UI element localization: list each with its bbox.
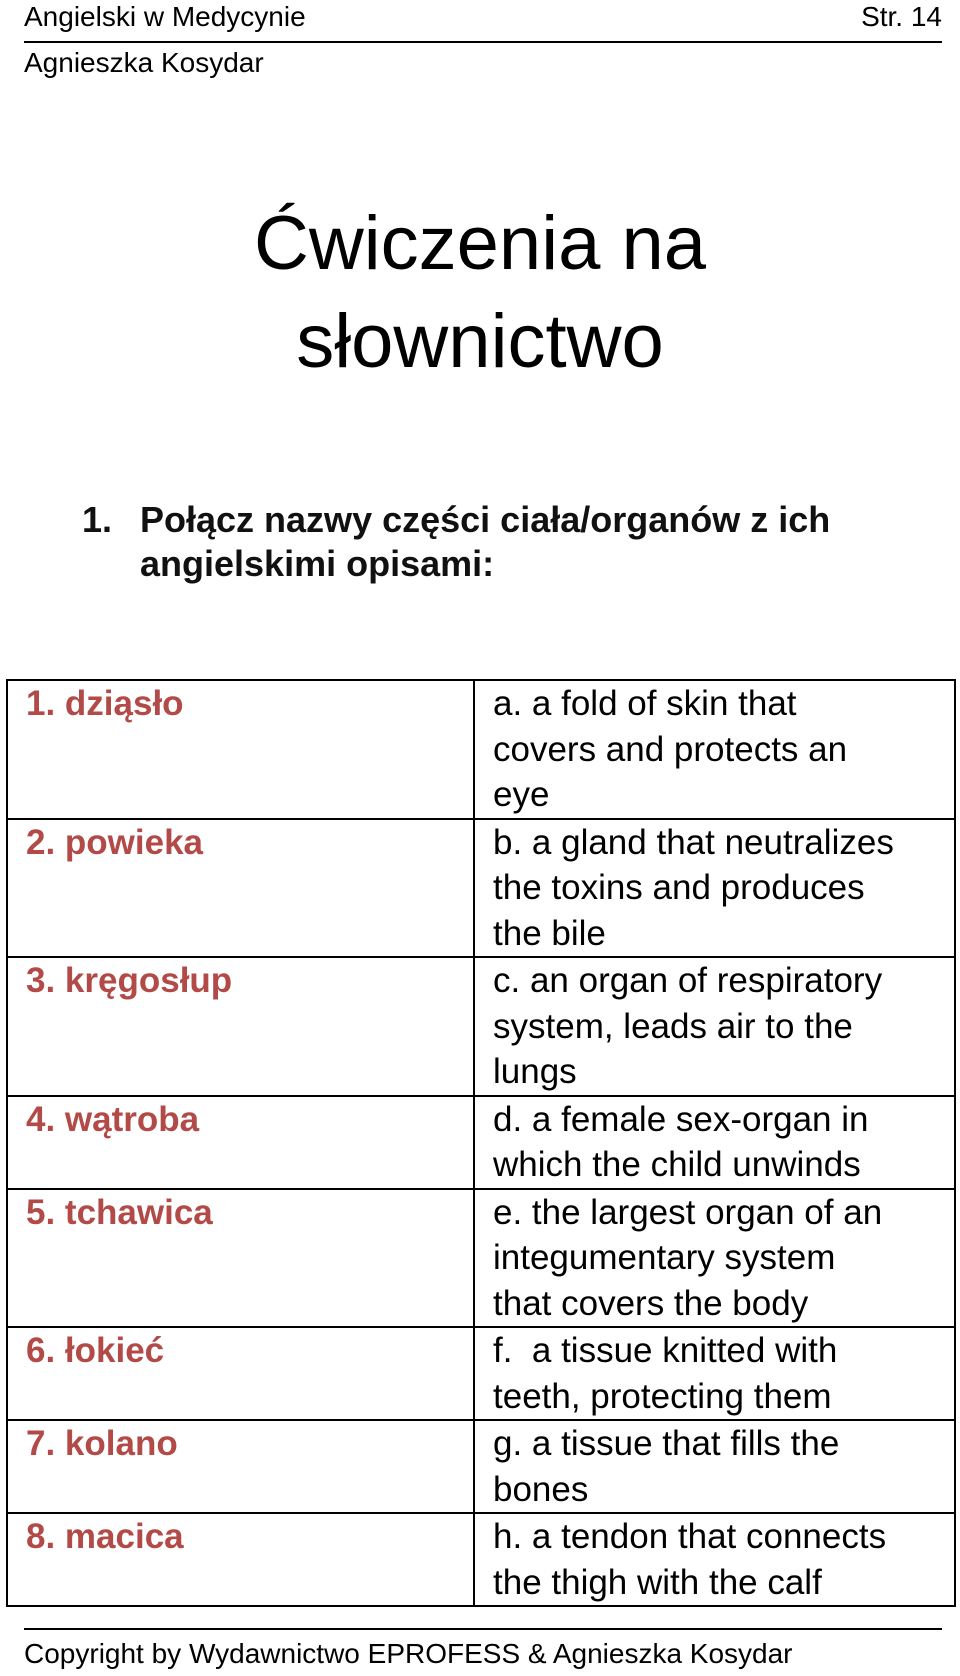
description-cell — [474, 957, 955, 1096]
matching-table — [6, 679, 956, 1607]
term-cell: 3. kręgosłup — [7, 957, 474, 1096]
table-row — [7, 1420, 955, 1513]
description-line: the bile — [493, 913, 606, 953]
description-line: covers and protects an — [493, 729, 848, 769]
table-row — [7, 819, 955, 958]
description-line: f. a tissue knitted with — [493, 1331, 838, 1370]
table-row — [7, 1513, 955, 1606]
description-line: bones — [493, 1469, 589, 1509]
description-line: which the child unwinds — [493, 1145, 861, 1184]
task-instruction — [82, 498, 942, 586]
task-text-line-2: angielskimi opisami: — [140, 543, 495, 584]
table-row — [7, 1189, 955, 1328]
description-line: eye — [493, 775, 550, 814]
term-cell: 6. łokieć — [7, 1327, 474, 1420]
page-title-line-2: słownictwo — [296, 299, 664, 384]
task-text-line-1: Połącz nazwy części ciała/organów z ich — [140, 499, 831, 540]
term-cell: 4. wątroba — [7, 1096, 474, 1189]
description-line: g. a tissue that fills the — [493, 1424, 840, 1463]
page-number: Str. 14 — [861, 1, 942, 32]
term-cell: 5. tchawica — [7, 1189, 474, 1328]
term-cell: 2. powieka — [7, 819, 474, 958]
description-line: lungs — [493, 1052, 577, 1091]
table-row — [7, 957, 955, 1096]
page-title — [0, 195, 960, 391]
description-cell — [474, 819, 955, 958]
description-line: teeth, protecting them — [493, 1376, 832, 1416]
description-line: c. an organ of respiratory — [493, 961, 883, 1000]
term-cell: 7. kolano — [7, 1420, 474, 1513]
table-row — [7, 680, 955, 819]
description-line: system, leads air to the — [493, 1006, 853, 1046]
book-title: Angielski w Medycynie — [24, 1, 306, 32]
copyright-notice: Copyright by Wydawnictwo EPROFESS & Agnieszka Kosydar — [24, 1638, 793, 1669]
task-number: 1. — [82, 499, 113, 540]
description-line: that covers the body — [493, 1283, 809, 1323]
description-line: integumentary system — [493, 1238, 836, 1277]
page-title-line-1: Ćwiczenia na — [254, 201, 706, 286]
term-cell: 8. macica — [7, 1513, 474, 1606]
description-line: the toxins and produces — [493, 868, 865, 907]
description-cell — [474, 1189, 955, 1328]
table-row — [7, 1096, 955, 1189]
description-cell — [474, 1096, 955, 1189]
author-name: Agnieszka Kosydar — [24, 47, 264, 78]
description-line: a. a fold of skin that — [493, 684, 797, 723]
description-cell — [474, 1513, 955, 1606]
description-cell — [474, 1327, 955, 1420]
page-footer — [24, 1628, 942, 1676]
description-line: h. a tendon that connects — [493, 1517, 887, 1556]
description-line: b. a gland that neutralizes — [493, 822, 894, 862]
term-cell: 1. dziąsło — [7, 680, 474, 819]
description-cell — [474, 680, 955, 819]
description-line: d. a female sex-organ in — [493, 1099, 869, 1139]
page-header — [24, 0, 942, 43]
description-line: e. the largest organ of an — [493, 1192, 883, 1232]
description-cell — [474, 1420, 955, 1513]
table-row — [7, 1327, 955, 1420]
description-line: the thigh with the calf — [493, 1562, 822, 1602]
